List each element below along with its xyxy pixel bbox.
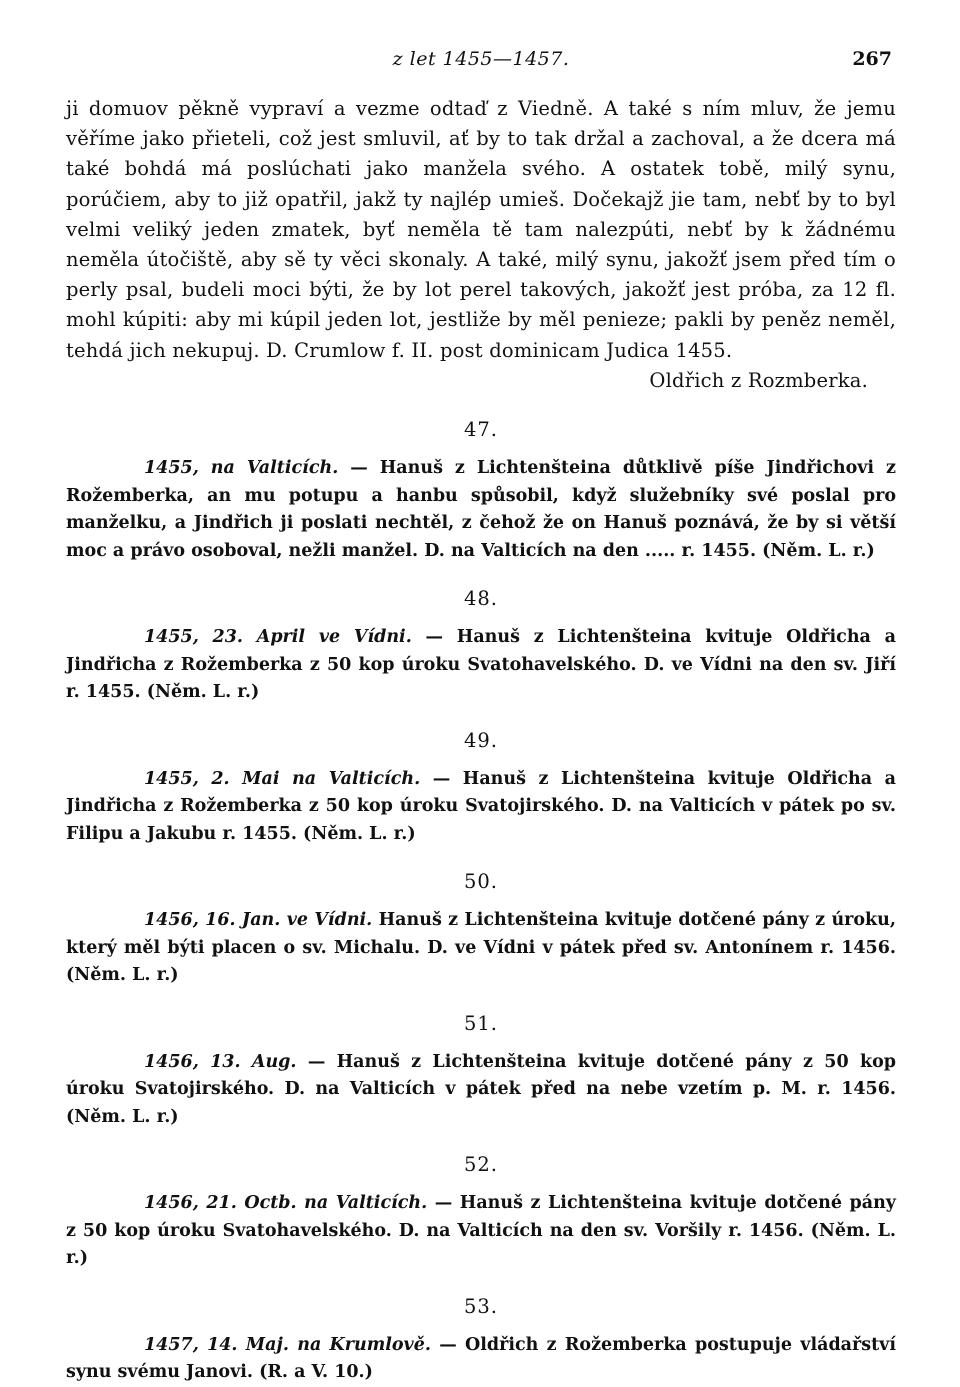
continuation-text: ji domuov pěkně vypraví a vezme odtaď z Viedně. A také s ním mluv, že jemu věříme jako přieteli, což jest smluvil, ať by to tak držal a zachoval, a že dcera má také bohdá má poslúchati jako manžela svého. A ostatek tobě, milý synu, porúčiem, aby to již opatřil, jakž ty najlép umieš. Dočekajž jie tam, nebť by to byl velmi veliký jeden zmatek, byť neměla tě tam nalezpúti, nebť by k žádnému neměla útočiště, aby sě ty věci skonaly. A také, milý synu, jakožť jsem před tím o perly psal, budeli moci býti, že by lot perel takových, jakožť jest próba, za 12 fl. mohl kúpiti: aby mi kúpil jeden lot, jestliže by měl penieze; pakli by peněz neměl, tehdá jich nekupuj. D. Crumlow f. II. post dominicam Judica 1455. — [66, 97, 896, 362]
entry-51 — [66, 1012, 896, 1132]
entry-text — [66, 1049, 896, 1132]
entry-number: 49. — [463, 728, 498, 752]
entry-48 — [66, 587, 896, 707]
entry-date: 1456, 13. Aug. — [144, 1051, 297, 1072]
entry-body: — Hanuš z Lichtenšteina důtklivě píše Jindřichovi z Rožemberka, an mu potupu a hanbu spůsobil, když služebníky své poslal pro manželku, a Jindřich ji poslati nechtěl, z čehož že on Hanuš poznává, že by si větší moc a právo osoboval, nežli manžel. D. na Valticích na den ..... r. 1455. (Něm. L. r.) — [66, 458, 896, 561]
entry-number: 52. — [463, 1153, 498, 1177]
entry-date: 1456, 16. Jan. ve Vídni. — [144, 910, 373, 931]
entry-text — [66, 624, 896, 707]
entry-date: 1455, 2. Mai na Valticích. — [144, 768, 421, 789]
entry-body: — Oldřich z Rožemberka postupuje vládařství synu svému Janovi. (R. a V. 10.) — [66, 1334, 896, 1383]
continuation-paragraph — [66, 94, 896, 392]
entry-body: Hanuš z Lichtenšteina kvituje dotčené pány z úroku, který měl býti placen o sv. Michalu. D. ve Vídni v pátek před sv. Antonínem r. 1456. (Něm. L. r.) — [66, 910, 896, 986]
entry-53 — [66, 1295, 896, 1387]
entry-date: 1457, 14. Maj. na Krumlově. — [144, 1334, 431, 1355]
entry-49 — [66, 729, 896, 849]
entry-number: 47. — [463, 418, 498, 442]
entry-text — [66, 907, 896, 990]
entry-number: 51. — [463, 1011, 498, 1035]
entry-body: — Hanuš z Lichtenšteina kvituje Oldřicha a Jindřicha z Rožemberka z 50 kop úroku Svatohavelského. D. ve Vídni na den sv. Jiří r. 1455. (Něm. L. r.) — [66, 627, 896, 703]
entry-text — [66, 1190, 896, 1273]
signature: Oldřich z Rozmberka. — [649, 368, 868, 392]
page-number: 267 — [852, 48, 892, 70]
entry-date: 1455, na Valticích. — [144, 458, 339, 479]
entry-52 — [66, 1153, 896, 1273]
entry-text — [66, 1332, 896, 1387]
entry-date: 1456, 21. Octb. na Valticích. — [144, 1193, 428, 1214]
entry-body: — Hanuš z Lichtenšteina kvituje dotčené pány z 50 kop úroku Svatohavelského. D. na Valticích na den sv. Voršily r. 1456. (Něm. L. r.) — [66, 1193, 896, 1269]
entry-47 — [66, 418, 896, 565]
running-head — [66, 44, 896, 80]
entry-number: 50. — [463, 870, 498, 894]
entry-number: 48. — [463, 587, 498, 611]
running-title: z let 1455—1457. — [392, 48, 570, 70]
entry-number: 53. — [463, 1294, 498, 1318]
document-page — [66, 44, 896, 1387]
entry-text — [66, 455, 896, 565]
entry-50 — [66, 870, 896, 990]
entry-date: 1455, 23. April ve Vídni. — [144, 627, 412, 648]
entry-body: — Hanuš z Lichtenšteina kvituje dotčené pány z 50 kop úroku Svatojirského. D. na Valticích v pátek před na nebe vzetím p. M. r. 1456. (Něm. L. r.) — [66, 1051, 897, 1127]
entry-text — [66, 766, 896, 849]
entry-body: — Hanuš z Lichtenšteina kvituje Oldřicha a Jindřicha z Rožemberka z 50 kop úroku Svatojirského. D. na Valticích v pátek po sv. Filipu a Jakubu r. 1455. (Něm. L. r.) — [66, 768, 896, 844]
